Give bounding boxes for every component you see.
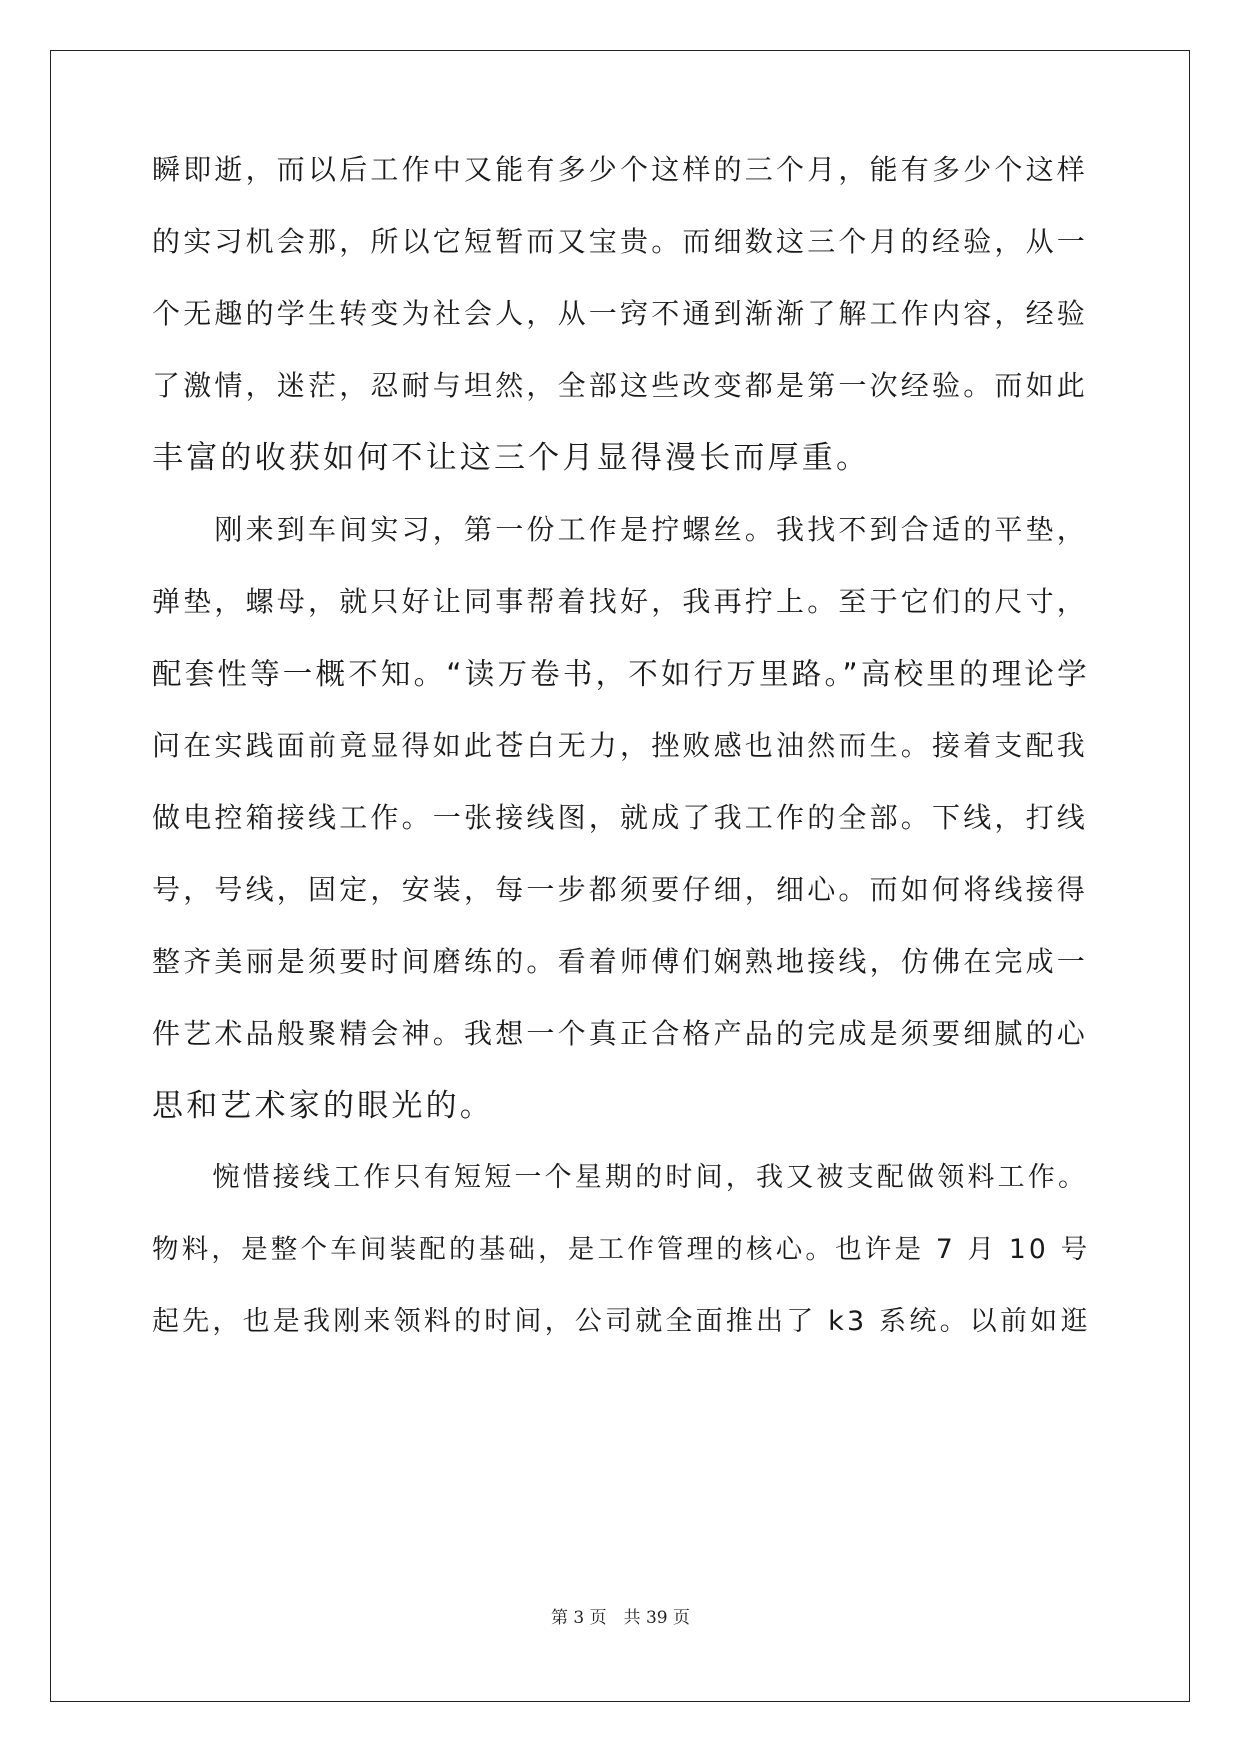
text-line: 的实习机会那，所以它短暂而又宝贵。而细数这三个月的经验，从一 [152,225,1089,258]
page-footer [0,1603,1241,1628]
text-line: 整齐美丽是须要时间磨练的。看着师傅们娴熟地接线，仿佛在完成一 [152,945,1089,978]
text-line: 件艺术品般聚精会神。我想一个真正合格产品的完成是须要细腻的心 [152,1017,1089,1050]
text-line: 丰富的收获如何不让这三个月显得漫长而厚重。 [152,440,871,476]
text-line: 了激情，迷茫，忍耐与坦然，全部这些改变都是第一次经验。而如此 [152,369,1089,402]
text-line: 刚来到车间实习，第一份工作是拧螺丝。我找不到合适的平垫， [152,513,1089,546]
text-line: 弹垫，螺母，就只好让同事帮着找好，我再拧上。至于它们的尺寸， [152,585,1089,618]
page-number: 第 3 页 共 39 页 [550,1608,691,1628]
text-line: 物料，是整个车间装配的基础，是工作管理的核心。也许是 7 月 10 号 [152,1234,1091,1265]
text-line: 瞬即逝，而以后工作中又能有多少个这样的三个月，能有多少个这样 [152,153,1089,186]
text-line: 号，号线，固定，安装，每一步都须要仔细，细心。而如何将线接得 [152,873,1089,906]
text-line: 惋惜接线工作只有短短一个星期的时间，我又被支配做领料工作。 [152,1162,1089,1193]
text-line: 问在实践面前竟显得如此苍白无力，挫败感也油然而生。接着支配我 [152,729,1089,762]
text-line: 做电控箱接线工作。一张接线图，就成了我工作的全部。下线，打线 [152,801,1089,834]
text-line: 个无趣的学生转变为社会人，从一窍不通到渐渐了解工作内容，经验 [152,297,1089,330]
text-line: 起先，也是我刚来领料的时间，公司就全面推出了 k3 系统。以前如逛 [152,1306,1091,1337]
text-line: 思和艺术家的眼光的。 [152,1088,494,1124]
text-line: 配套性等一概不知。“读万卷书，不如行万里路。”高校里的理论学 [152,657,1090,691]
